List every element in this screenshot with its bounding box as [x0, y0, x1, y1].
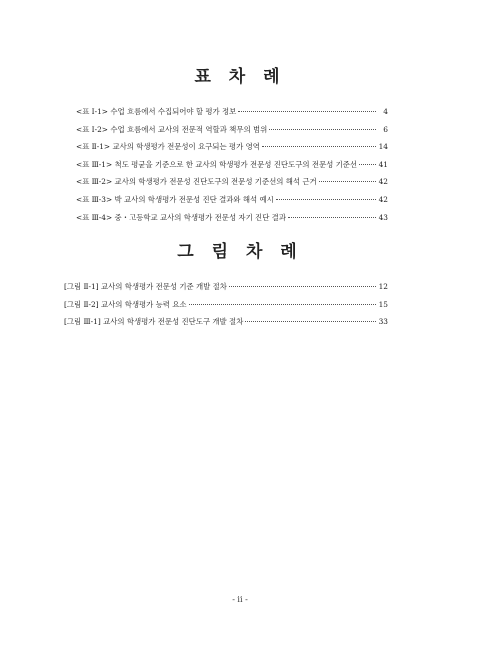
toc-entry-label: <표 Ⅲ-3> 박 교사의 학생평가 전문성 진단 결과와 해석 예시 [76, 194, 274, 204]
dot-leader [276, 199, 376, 200]
dot-leader [262, 146, 376, 147]
dot-leader [359, 164, 376, 165]
toc-entry[interactable] [64, 296, 388, 314]
dot-leader [245, 321, 376, 322]
toc-entry-page: 14 [378, 142, 388, 152]
toc-entry[interactable] [76, 138, 388, 156]
toc-entry-page: 43 [378, 212, 388, 222]
toc-entry-label: [그림 Ⅱ-1] 교사의 학생평가 전문성 기준 개발 절차 [64, 282, 227, 291]
dot-leader [238, 111, 376, 112]
dot-leader [229, 286, 376, 287]
toc-entry[interactable] [76, 191, 388, 209]
toc-entry[interactable] [76, 209, 388, 227]
list-of-figures [64, 278, 388, 331]
dot-leader [319, 181, 376, 182]
toc-entry-page: 42 [378, 194, 388, 204]
page-number: - ii - [232, 595, 248, 604]
toc-entry[interactable] [76, 173, 388, 191]
toc-entry-page: 42 [378, 177, 388, 187]
dot-leader [288, 217, 376, 218]
toc-entry-label: <표 Ⅰ-2> 수업 흐름에서 교사의 전문적 역할과 책무의 범위 [76, 124, 268, 134]
toc-entry[interactable] [76, 156, 388, 174]
list-of-figures-heading: 그 림 차 례 [177, 242, 303, 262]
toc-entry-label: <표 Ⅲ-1> 척도 평균을 기준으로 한 교사의 학생평가 전문성 진단도구의 전문성 기준선 [76, 159, 358, 169]
toc-entry-label: [그림 Ⅱ-2] 교사의 학생평가 능력 요소 [64, 299, 187, 309]
toc-entry-label: <표 Ⅲ-2> 교사의 학생평가 전문성 진단도구의 전문성 기준선의 해석 근거 [76, 177, 317, 187]
toc-entry[interactable] [64, 278, 388, 296]
toc-entry[interactable] [64, 313, 388, 331]
toc-entry-page: 4 [383, 107, 388, 116]
dot-leader [189, 304, 376, 305]
dot-leader [269, 129, 376, 130]
toc-entry[interactable] [76, 121, 388, 139]
toc-entry[interactable] [76, 103, 388, 121]
toc-entry-page: 41 [378, 159, 388, 169]
toc-entry-page: 33 [378, 317, 388, 327]
list-of-tables [76, 103, 388, 226]
toc-entry-page: 15 [378, 299, 388, 309]
toc-entry-label: <표 Ⅱ-1> 교사의 학생평가 전문성이 요구되는 평가 영역 [76, 142, 260, 152]
list-of-tables-heading: 표 차 례 [194, 67, 286, 87]
toc-entry-label: <표 Ⅲ-4> 중・고등학교 교사의 학생평가 전문성 자기 진단 결과 [76, 212, 286, 222]
toc-entry-label: [그림 Ⅲ-1] 교사의 학생평가 전문성 진단도구 개발 절차 [64, 317, 244, 327]
toc-entry-page: 12 [378, 282, 388, 291]
toc-entry-page: 6 [383, 124, 388, 134]
toc-entry-label: <표 Ⅰ-1> 수업 흐름에서 수집되어야 할 평가 정보 [76, 107, 237, 116]
